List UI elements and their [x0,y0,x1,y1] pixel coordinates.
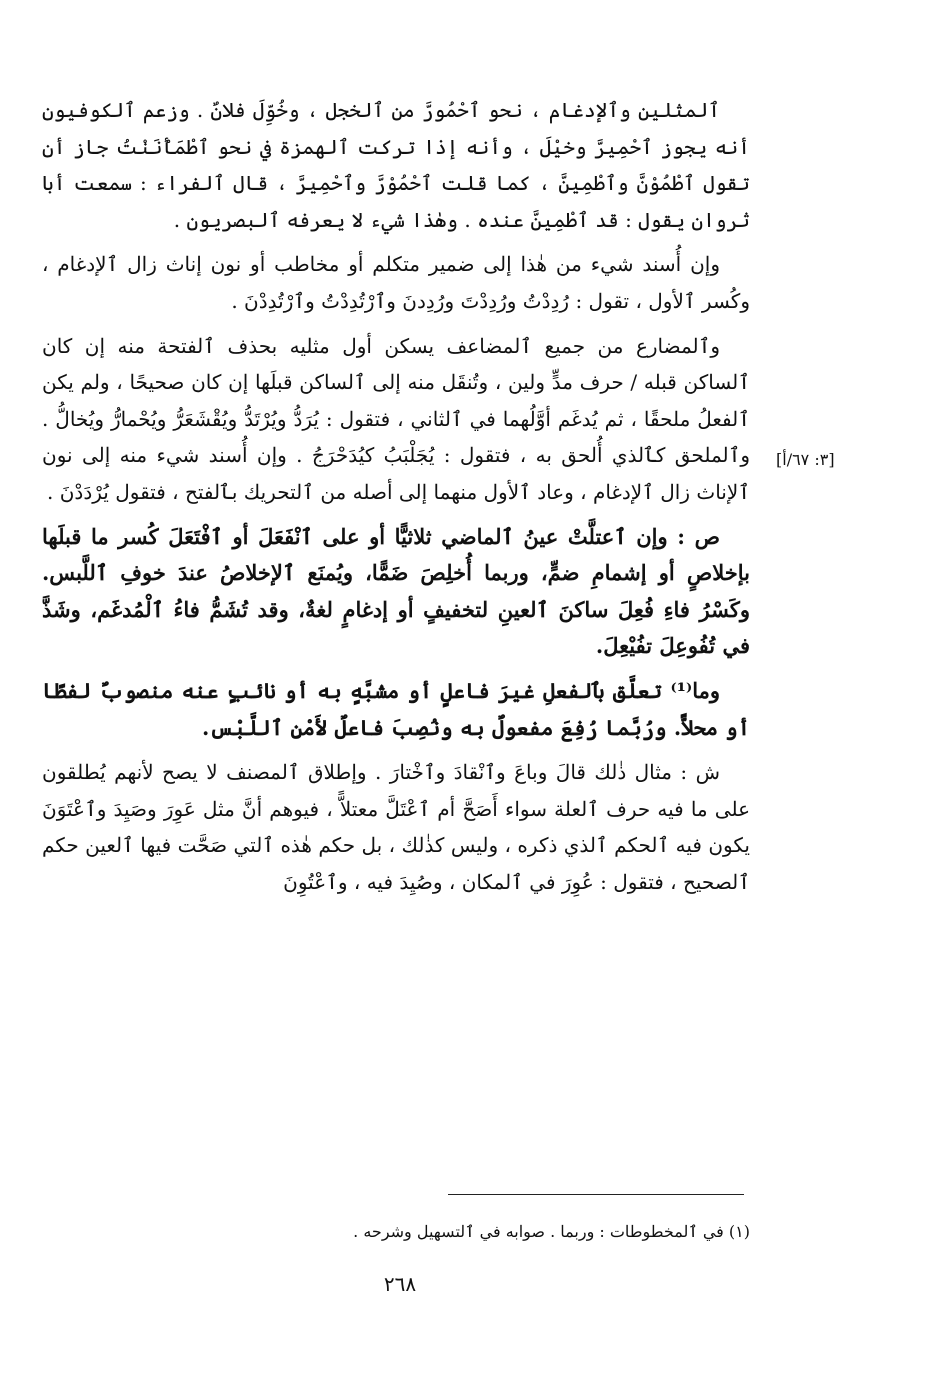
footnote-separator [448,1194,744,1195]
page-number: ٢٦٨ [383,1272,417,1296]
main-text [42,92,750,900]
manuscript-folio-reference: [٣: ٦٧/أ] [776,450,835,469]
paragraph-3: وٱلمضارع من جميع ٱلمضاعف يسكن أول مثليه بحذف ٱلفتحة منه إن كان ٱلساكن قبله / حرف مدٍّ ولين ، وتُنقَل منه إلى ٱلساكن قبلَها إن كان صحيحًا ، ولم يكن ٱلفعلُ ملحقًا ، ثم يُدغَم أوَّلُهما في ٱلثاني ، فتقول : يُرَدُّ ويُرْتَدُّ ويُقْشَعَرُّ ويُحْمارُّ ويُخالُّ . وٱلملحق كٱلذي أُلحق به ، فتقول : يُجَلْبَبُ كيُدَحْرَجُ . وإن أُسند شيء منه إلى نون ٱلإناث زال ٱلإدغام ، وعاد ٱلأول منهما إلى أصله من ٱلتحريك بٱلفتح ، فتقول يُرْدَدْنَ . [42,333,750,504]
matn-paragraph-1: ص : وإن ٱعتلَّتْ عينُ ٱلماضي ثلاثيًّا أو على ٱنْفَعَلَ أو ٱفْتَعَلَ كُسر ما قبلَها بإخلاصٍ أو إشمامِ ضمٍّ، وربما أُخلِصَ ضَمًّا، ويُمنَع ٱلإخلاصُ عندَ خوفِ ٱللَّبس. وكَسْرُ فاءِ فُعِلَ ساكنَ ٱلعينِ لتخفيفٍ أو إدغامٍ لغةٌ، وقد تُشَمُّ فاءُ ٱلْمُدغَم، وشَذَّ في تُفُوعِلَ تفُيْعِلَ. [42,523,750,659]
paragraph-1: ٱلمثلين وٱلإدغام ، نحو ٱحْمُورَّ من ٱلخجل ، وخُوِّلَ فلانٌ . وزعم ٱلكوفيون أنه يجوز ٱحْمِيرَّ وخيْلَ ، وأنه إذا تركت ٱلهمزة في نحو ٱطْمَأْنَنْتُ جاز أن تقول ٱطْمُوْنَّ وٱطْمِينَّ ، كما قلت ٱحْمُوْرَّ وٱحْمِيرَّ ، قال ٱلفراء : سمعت أبا ثروان يقول : قد ٱطْمِينَّ عنده . وهٰذا شيء لا يعرفه ٱلبصريون . [42,98,750,232]
paragraph-2: وإن أُسند شيء من هٰذا إلى ضمير متكلم أو مخاطب أو نون إناث زال ٱلإدغام ، وكُسر ٱلأول ، تقول : رُدِدْتُ ورُدِدْتَ ورُدِدنَ وٱرْتُدِدْتُ وٱرْتُدِدْنَ . [42,252,750,313]
commentary-paragraph: ش : مثال ذٰلك قالَ وباعَ وٱنْقادَ وٱخْتارَ . وإطلاق ٱلمصنف لا يصح لأنهم يُطلقون على ما فيه حرف ٱلعلة سواء أَصَحَّ أم ٱعْتَلَّ معتلاًّ ، فيوهم أنَّ مثل عَوِرَ وصَيِدَ وٱعْتَوَنَ يكون فيه ٱلحكم ٱلذي ذكره ، وليس كذٰلك ، بل حكم هٰذه ٱلتي صَحَّت فيها ٱلعين حكم ٱلصحيح ، فتقول : عُوِرَ في ٱلمكان ، وصُيِدَ فيه ، وٱعْتُوِنَ [42,760,750,894]
matn-paragraph-2: وما⁽¹⁾ تعلَّق بٱلفعلِ غيرَ فاعلٍ أو مشبَّهٍ به أو نائبٍ عنه منصوبٌ لفظًا أو محلاًّ. ورُبَّما رُفِعَ مفعولٌ به ونُصِبَ فاعلٌ لأَمْنِ ٱللَّبْس. [42,677,750,740]
footnote: (١) في ٱلمخطوطات : وربما . صوابه في ٱلتسهيل وشرحه . [353,1222,750,1241]
